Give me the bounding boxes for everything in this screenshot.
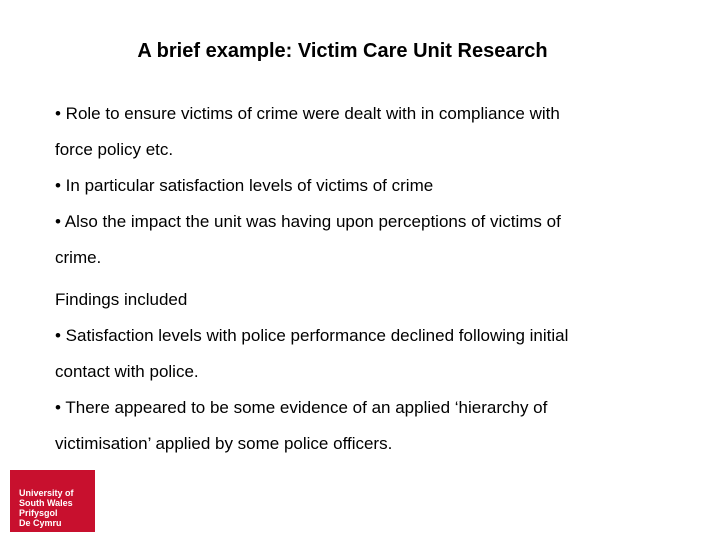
- logo-line-4: De Cymru: [19, 518, 62, 528]
- logo-line-1: University of: [19, 488, 74, 498]
- finding-hierarchy-line-2: victimisation’ applied by some police officers.: [55, 434, 393, 453]
- bullet-role-line-2: force policy etc.: [55, 140, 174, 159]
- university-logo: [10, 470, 95, 532]
- finding-satisfaction-line-2: contact with police.: [55, 362, 199, 381]
- finding-satisfaction-line-1: • Satisfaction levels with police performance declined following initial: [55, 326, 569, 345]
- bullet-impact-line-1: • Also the impact the unit was having upon perceptions of victims of: [55, 212, 561, 231]
- bullet-role-line-1: • Role to ensure victims of crime were dealt with in compliance with: [55, 104, 560, 123]
- slide-title: A brief example: Victim Care Unit Research: [137, 40, 548, 62]
- finding-hierarchy-line-1: • There appeared to be some evidence of an applied ‘hierarchy of: [55, 398, 548, 417]
- logo-line-3: Prifysgol: [19, 508, 58, 518]
- bullet-impact-line-2: crime.: [55, 248, 102, 267]
- logo-line-2: South Wales: [19, 498, 73, 508]
- bullet-satisfaction: • In particular satisfaction levels of victims of crime: [55, 176, 434, 195]
- findings-heading: Findings included: [55, 290, 188, 309]
